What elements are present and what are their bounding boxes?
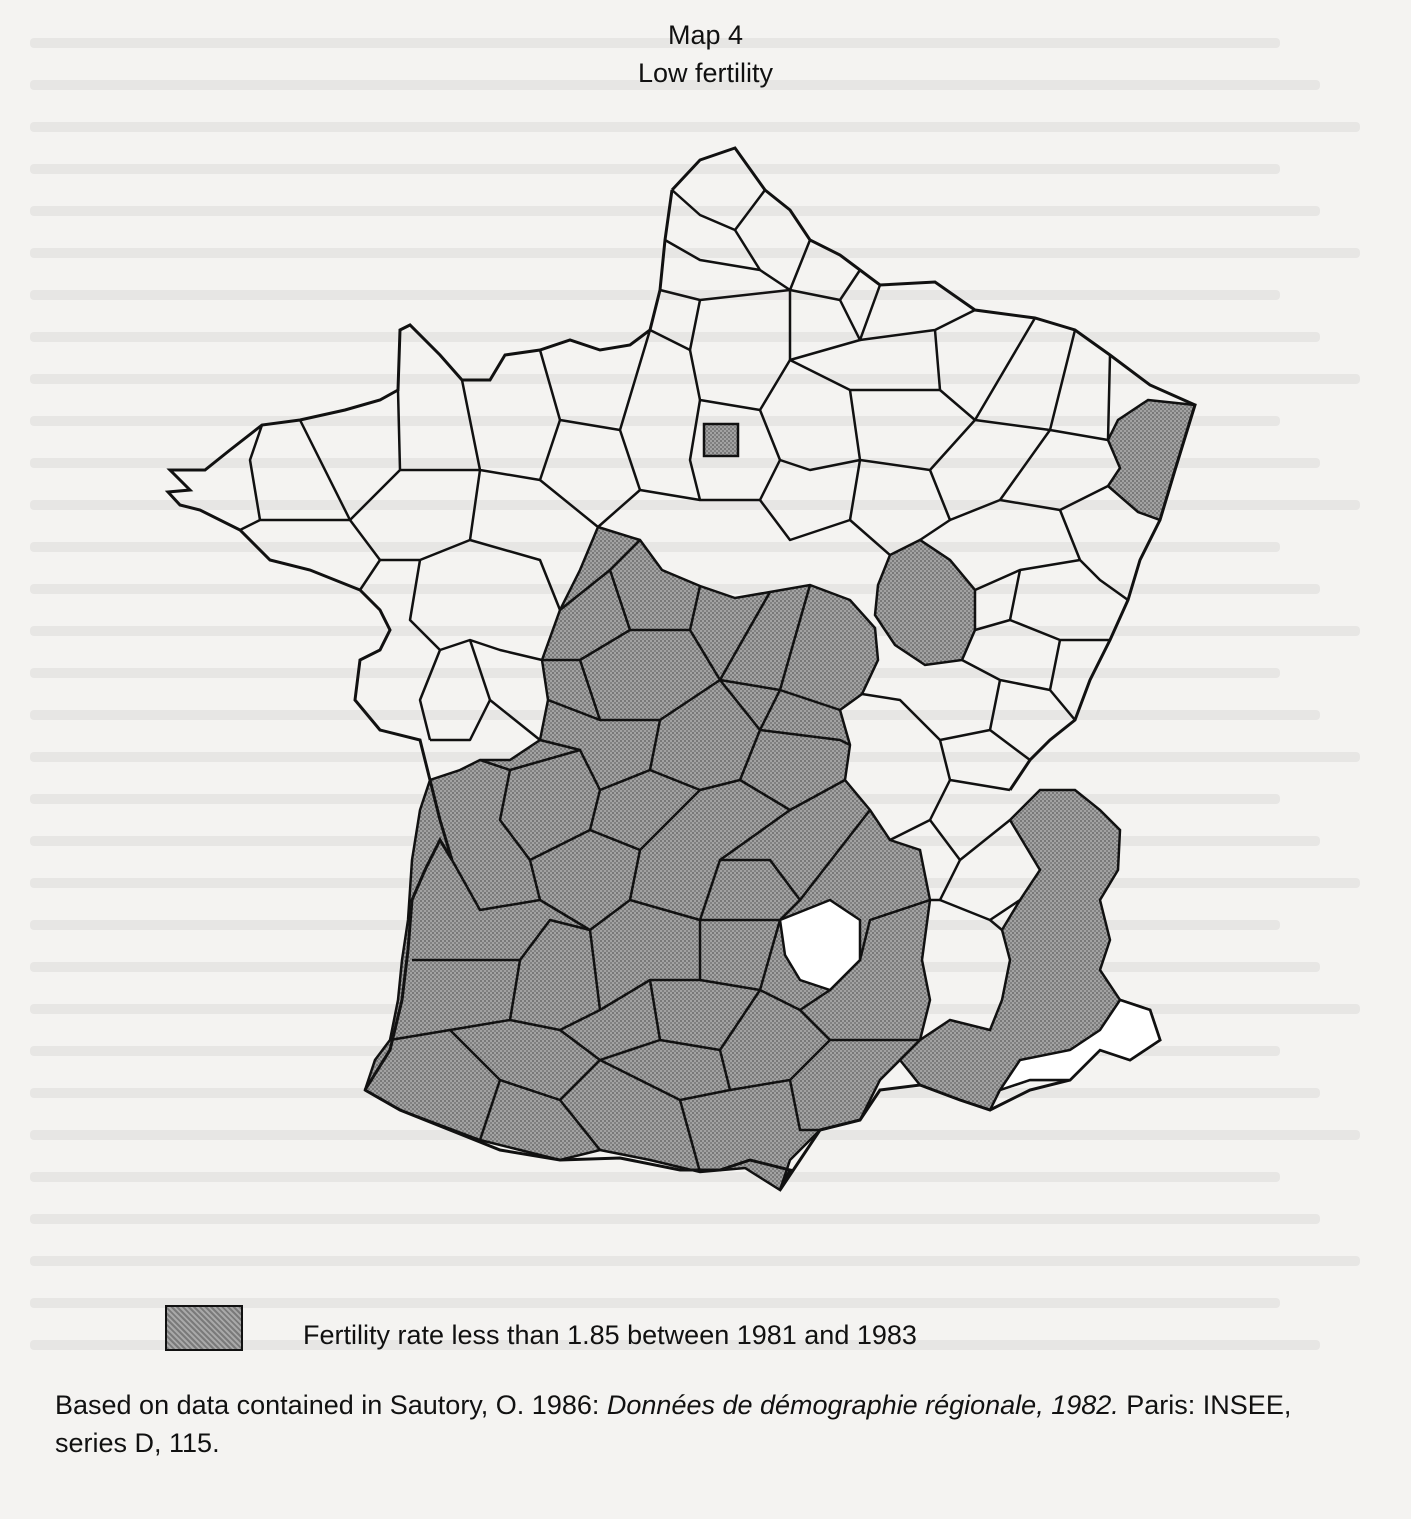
map-subtitle: Low fertility xyxy=(637,58,774,88)
low-fertility-region-alsace xyxy=(1108,400,1195,520)
map-title: Map 4 xyxy=(667,20,744,50)
source-title: Données de démographie régionale, 1982. xyxy=(606,1390,1119,1420)
legend-label: Fertility rate less than 1.85 between 1981 and 1983 xyxy=(303,1320,917,1350)
source-prefix: Based on data contained in Sautory, O. 1986: xyxy=(55,1390,607,1420)
legend-swatch xyxy=(165,1305,243,1351)
source-suffix: Paris: INSEE, series D, 115. xyxy=(55,1390,1292,1458)
low-fertility-paris xyxy=(704,424,738,456)
source-note xyxy=(55,1386,1355,1462)
low-fertility-region-burgundy xyxy=(875,540,975,665)
